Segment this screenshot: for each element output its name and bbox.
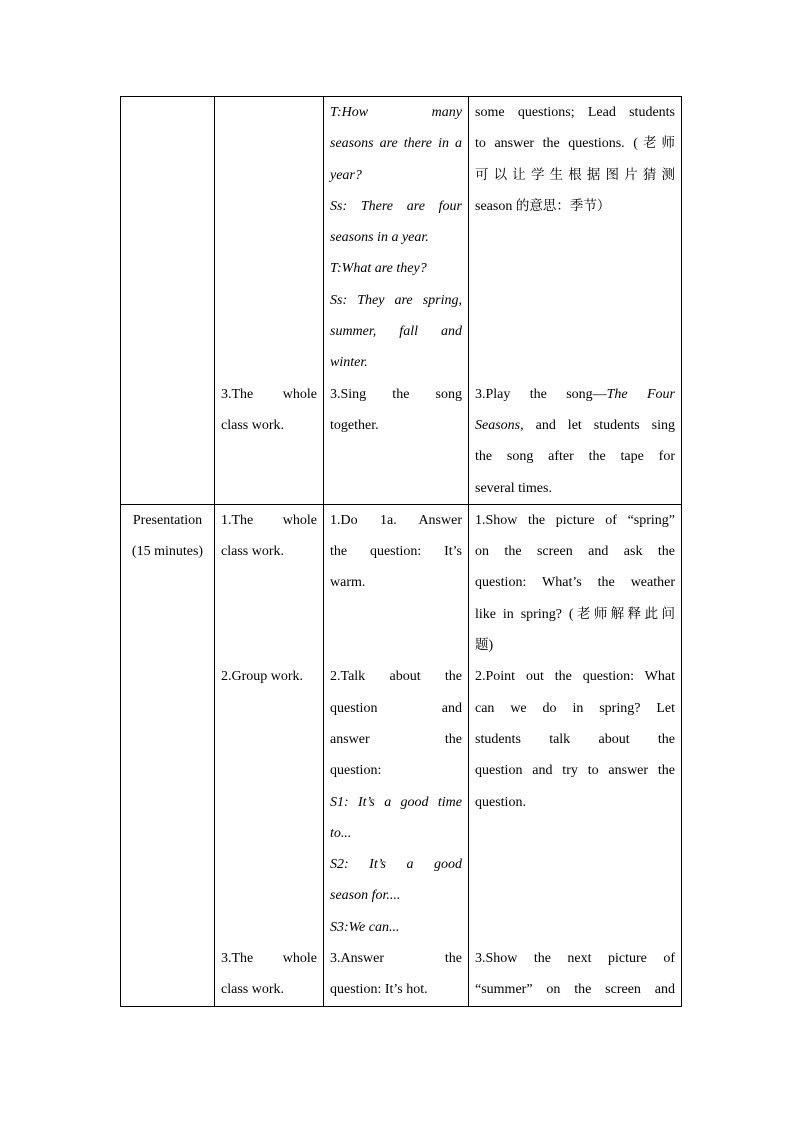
- table-row: [121, 504, 682, 661]
- step-cell: 3.Answer the question: It’s hot.: [324, 943, 469, 1006]
- students-activity-cell: 2.Group work.: [215, 661, 324, 943]
- dialogue-cell: T:How many seasons are there in a year? Ss: There are four seasons in a year. T:What are they? Ss: They are spring, summer, fall and winter.: [324, 97, 469, 379]
- teacher-activity-cell: some questions; Lead students to answer the questions. (老师 可以让学生根据图片猜测 season 的意思：季节）: [469, 97, 682, 379]
- dialogue-line: seasons are there in a year?: [330, 136, 462, 183]
- stage-name: Presentation: [132, 512, 203, 528]
- lesson-plan-table: [120, 96, 682, 1007]
- teacher-activity-cell: 3.Play the song—The Four Seasons, and let students sing the song after the tape for several times.: [469, 379, 682, 505]
- teacher-activity-cell: 2.Point out the question: What can we do in spring? Let students talk about the question and try to answer the question.: [469, 661, 682, 943]
- students-activity-cell: 1.The whole class work.: [215, 504, 324, 661]
- stage-cell: [121, 97, 215, 505]
- step-cell: 3.Sing the song together.: [324, 379, 469, 505]
- table-row: [121, 97, 682, 379]
- step-cell: 1.Do 1a. Answer the question: It’s warm.: [324, 504, 469, 661]
- students-activity-cell: 3.The whole class work.: [215, 379, 324, 505]
- step-cell: 2.Talk about the question and answer the question: S1: It’s a good time to... S2: It’s a good season for.... S3:We can...: [324, 661, 469, 943]
- teacher-activity-cell: 3.Show the next picture of “summer” on the screen and: [469, 943, 682, 1006]
- students-activity-cell: [215, 97, 324, 379]
- stage-duration: (15 minutes): [131, 544, 204, 560]
- students-activity-cell: 3.The whole class work.: [215, 943, 324, 1006]
- stage-cell: [121, 504, 215, 1006]
- teacher-activity-cell: 1.Show the picture of “spring” on the screen and ask the question: What’s the weather like in spring? (老师解释此问 题): [469, 504, 682, 661]
